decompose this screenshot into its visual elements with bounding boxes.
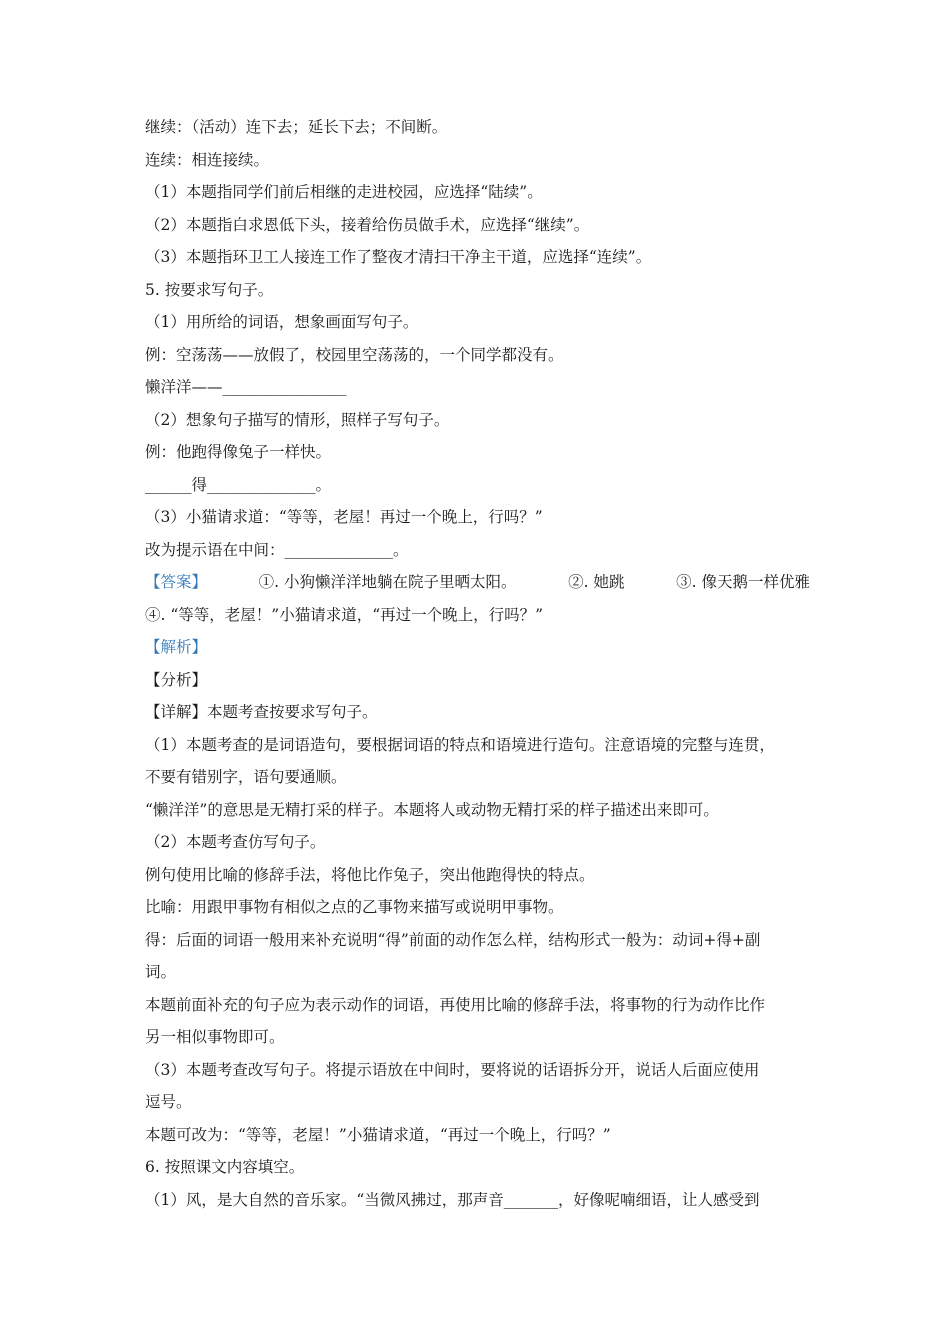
text-line: （1）本题考查的是词语造句，要根据词语的特点和语境进行造句。注意语境的完整与连贯， xyxy=(145,735,775,754)
text-line: 得：后面的词语一般用来补充说明“得”前面的动作怎么样，结构形式一般为：动词+得+副 xyxy=(145,930,761,949)
question-heading: 6. 按照课文内容填空。 xyxy=(145,1158,305,1176)
blank-line: 改为提示语在中间：______________。 xyxy=(145,540,409,559)
text-line: 【详解】本题考查按要求写句子。 xyxy=(145,703,378,721)
text-line: 另一相似事物即可。 xyxy=(145,1028,285,1046)
answer-part-3: ③. 像天鹅一样优雅 xyxy=(676,573,810,591)
text-line: （2）本题指白求恩低下头，接着给伤员做手术，应选择“继续”。 xyxy=(145,215,590,234)
answer-part-1: ①. 小狗懒洋洋地躺在院子里晒太阳。 xyxy=(258,573,517,591)
answer-part-4: ④. “等等，老屋！”小猫请求道，“再过一个晚上，行吗？” xyxy=(145,605,544,624)
text-line: （2）想象句子描写的情形，照样子写句子。 xyxy=(145,410,450,429)
document-content xyxy=(145,111,810,1216)
text-line: 逗号。 xyxy=(145,1093,192,1111)
answer-part-2: ②. 她跳 xyxy=(568,573,625,591)
answer-tag: 【答案】 xyxy=(145,573,208,591)
text-line: 本题前面补充的句子应为表示动作的词语，再使用比喻的修辞手法，将事物的行为动作比作 xyxy=(145,995,766,1014)
analysis-tag: 【解析】 xyxy=(145,638,208,656)
text-line: （3）本题指环卫工人接连工作了整夜才清扫干净主干道，应选择“连续”。 xyxy=(145,248,652,266)
text-line: 本题可改为：“等等，老屋！”小猫请求道，“再过一个晚上，行吗？” xyxy=(145,1125,611,1144)
text-line: （1）用所给的词语，想象画面写句子。 xyxy=(145,313,419,331)
text-line: 继续：（活动）连下去；延长下去；不间断。 xyxy=(145,118,448,136)
text-line: （1）本题指同学们前后相继的走进校园，应选择“陆续”。 xyxy=(145,183,543,201)
blank-line: 懒洋洋——________________ xyxy=(145,378,347,396)
text-line: 连续：相连接续。 xyxy=(145,150,270,169)
question-heading: 5. 按要求写句子。 xyxy=(145,280,274,299)
text-line: 【分析】 xyxy=(145,670,208,689)
text-line: “懒洋洋”的意思是无精打采的样子。本题将人或动物无精打采的样子描述出来即可。 xyxy=(145,800,719,819)
text-line: （3）本题考查改写句子。将提示语放在中间时，要将说的话语拆分开，说话人后面应使用 xyxy=(145,1060,760,1079)
text-line: 比喻：用跟甲事物有相似之点的乙事物来描写或说明甲事物。 xyxy=(145,898,564,916)
text-line: （1）风，是大自然的音乐家。“当微风拂过，那声音_______，好像呢喃细语，让人感受到 xyxy=(145,1190,760,1209)
text-line: 例句使用比喻的修辞手法，将他比作兔子，突出他跑得快的特点。 xyxy=(145,865,595,884)
blank-line: ______得______________。 xyxy=(145,475,332,494)
text-line: 词。 xyxy=(145,963,177,981)
text-line: 例：空荡荡——放假了，校园里空荡荡的，一个同学都没有。 xyxy=(145,345,564,364)
answer-row xyxy=(145,566,810,599)
text-line: 例：他跑得像兔子一样快。 xyxy=(145,443,332,461)
text-line: （2）本题考查仿写句子。 xyxy=(145,833,326,851)
text-line: （3）小猫请求道：“等等，老屋！再过一个晚上，行吗？” xyxy=(145,508,543,526)
text-line: 不要有错别字，语句要通顺。 xyxy=(145,768,347,786)
